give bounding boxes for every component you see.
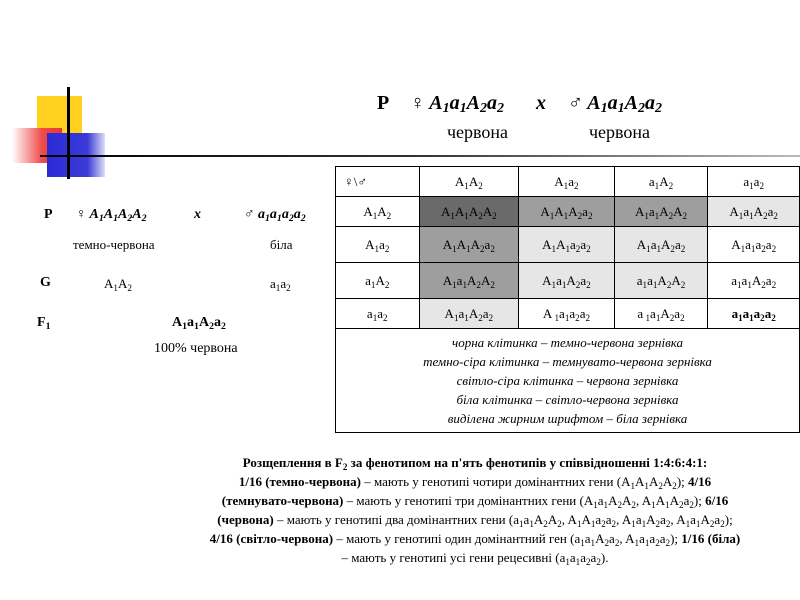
header-cross-sign: x xyxy=(536,92,546,114)
header-male-genotype: $A_1a_1A_2a_2$ xyxy=(587,92,662,116)
punnett-row-gamete: $A_1A_2$ xyxy=(336,197,420,227)
punnett-cell: $A_1a_1A_2a_2$ xyxy=(419,299,519,329)
legend-line: чорна клітинка – темно-червона зернівка xyxy=(452,335,683,350)
punnett-cell: $a_1a_1A_2a_2$ xyxy=(708,263,800,299)
punnett-row xyxy=(336,197,800,227)
summary-line-4: 4/16 (світло-червона) – мають у генотипі один домінантний ген ($a_1a_1A_2a_2$, $A_1a_1a_2a_2$); 1/16 (біла) xyxy=(209,531,741,548)
punnett-header-row xyxy=(336,167,800,197)
punnett-cell: $A_1a_1A_2a_2$ xyxy=(519,263,615,299)
scheme-f1-result: 100% червона xyxy=(154,341,238,356)
punnett-corner: ♀\♂ xyxy=(336,167,420,197)
punnett-column-gamete: $A_1a_2$ xyxy=(519,167,615,197)
punnett-row-gamete: $a_1A_2$ xyxy=(336,263,420,299)
female-symbol-icon: ♀ xyxy=(76,207,87,222)
punnett-column-gamete: $a_1a_2$ xyxy=(708,167,800,197)
header-female-parent xyxy=(410,92,504,115)
summary-line-1: 1/16 (темно-червона) – мають у генотипі чотири домінантних гени $(A_1A_1A_2A_2)$; 4/16 xyxy=(238,474,712,491)
summary-text xyxy=(150,453,800,567)
legend-line: біла клітинка – світло-червона зернівка xyxy=(456,392,679,407)
male-symbol-icon: ♂ xyxy=(568,92,583,114)
scheme-male-phenotype: біла xyxy=(270,237,293,252)
header-male-phenotype: червона xyxy=(589,122,651,142)
scheme-male-gamete: $a_1a_2$ xyxy=(270,276,291,293)
scheme-female-genotype: $A_1A_1A_2A_2$ xyxy=(89,207,147,224)
punnett-cell: $A_1a_1A_2A_2$ xyxy=(614,197,708,227)
scheme-male-genotype: $a_1a_1a_2a_2$ xyxy=(258,207,306,224)
scheme-female-parent xyxy=(76,207,146,223)
punnett-cell: $A_1a_1A_2A_2$ xyxy=(419,263,519,299)
header-female-genotype: $A_1a_1A_2a_2$ xyxy=(429,92,504,116)
punnett-cell: A $_1a_1a_2a_2$ xyxy=(519,299,615,329)
punnett-column-gamete: $a_1A_2$ xyxy=(614,167,708,197)
punnett-cell: $A_1A_1a_2a_2$ xyxy=(519,227,615,263)
punnett-row-gamete: $A_1a_2$ xyxy=(336,227,420,263)
scheme-female-gamete: $A_1A_2$ xyxy=(104,276,132,293)
summary-title: Розщеплення в $F_2$ за фенотипом на п'ять фенотипів у співвідношенні 1:4:6:4:1: xyxy=(242,455,708,472)
summary-line-2: (темнувато-червона) – мають у генотипі три домінантних гени ($A_1a_1A_2A_2$, $A_1A_1A_2a_2$); 6/16 xyxy=(221,493,729,510)
punnett-cell: $a_1a_1A_2A_2$ xyxy=(614,263,708,299)
header-female-phenotype: червона xyxy=(447,122,509,142)
punnett-cell: $A_1A_1A_2a_2$ xyxy=(419,227,519,263)
legend-line: темно-сіра клітинка – темнувато-червона зернівка xyxy=(423,354,712,369)
female-symbol-icon: ♀ xyxy=(410,92,425,114)
punnett-row xyxy=(336,263,800,299)
punnett-row-gamete: $a_1a_2$ xyxy=(336,299,420,329)
punnett-row xyxy=(336,299,800,329)
punnett-legend-row xyxy=(336,329,800,433)
punnett-cell: $A_1a_1a_2a_2$ xyxy=(708,227,800,263)
punnett-table xyxy=(335,166,800,433)
scheme-male-parent xyxy=(244,207,306,223)
scheme-g-label: G xyxy=(40,275,51,290)
punnett-cell: $A_1a_1A_2a_2$ xyxy=(614,227,708,263)
legend-line: світло-сіра клітинка – червона зернівка xyxy=(456,373,679,388)
punnett-cell: a $_1a_1A_2a_2$ xyxy=(614,299,708,329)
scheme-f1-genotype: $A_1a_1A_2a_2$ xyxy=(172,315,226,332)
scheme-f1-label: $F_1$ xyxy=(37,315,51,332)
male-symbol-icon: ♂ xyxy=(244,207,255,222)
decor-horizontal-line xyxy=(40,155,800,157)
punnett-cell: $a_1a_1a_2a_2$ xyxy=(708,299,800,329)
scheme-p-label: P xyxy=(44,207,53,222)
scheme-female-phenotype: темно-червона xyxy=(73,237,155,252)
punnett-cell: $A_1a_1A_2a_2$ xyxy=(708,197,800,227)
punnett-legend xyxy=(336,329,800,433)
punnett-column-gamete: $A_1A_2$ xyxy=(419,167,519,197)
header-male-parent xyxy=(568,92,662,115)
legend-line: виділена жирним шрифтом – біла зернівка xyxy=(447,411,688,426)
summary-line-5: – мають у генотипі усі гени рецесивні $(a_1a_1a_2a_2)$. xyxy=(341,550,609,567)
summary-line-3: (червона) – мають у генотипі два домінантних гени ($a_1a_1A_2A_2$, $A_1A_1a_2a_2$, $A_1a_1A_2a_2$, $A_1a_1A_2a_2$); xyxy=(217,512,733,529)
decor-vertical-line xyxy=(67,87,70,179)
punnett-cell: $A_1A_1A_2A_2$ xyxy=(419,197,519,227)
scheme-cross-sign: x xyxy=(194,207,201,222)
punnett-cell: $A_1A_1A_2a_2$ xyxy=(519,197,615,227)
punnett-row xyxy=(336,227,800,263)
header-p-label: P xyxy=(377,92,390,114)
